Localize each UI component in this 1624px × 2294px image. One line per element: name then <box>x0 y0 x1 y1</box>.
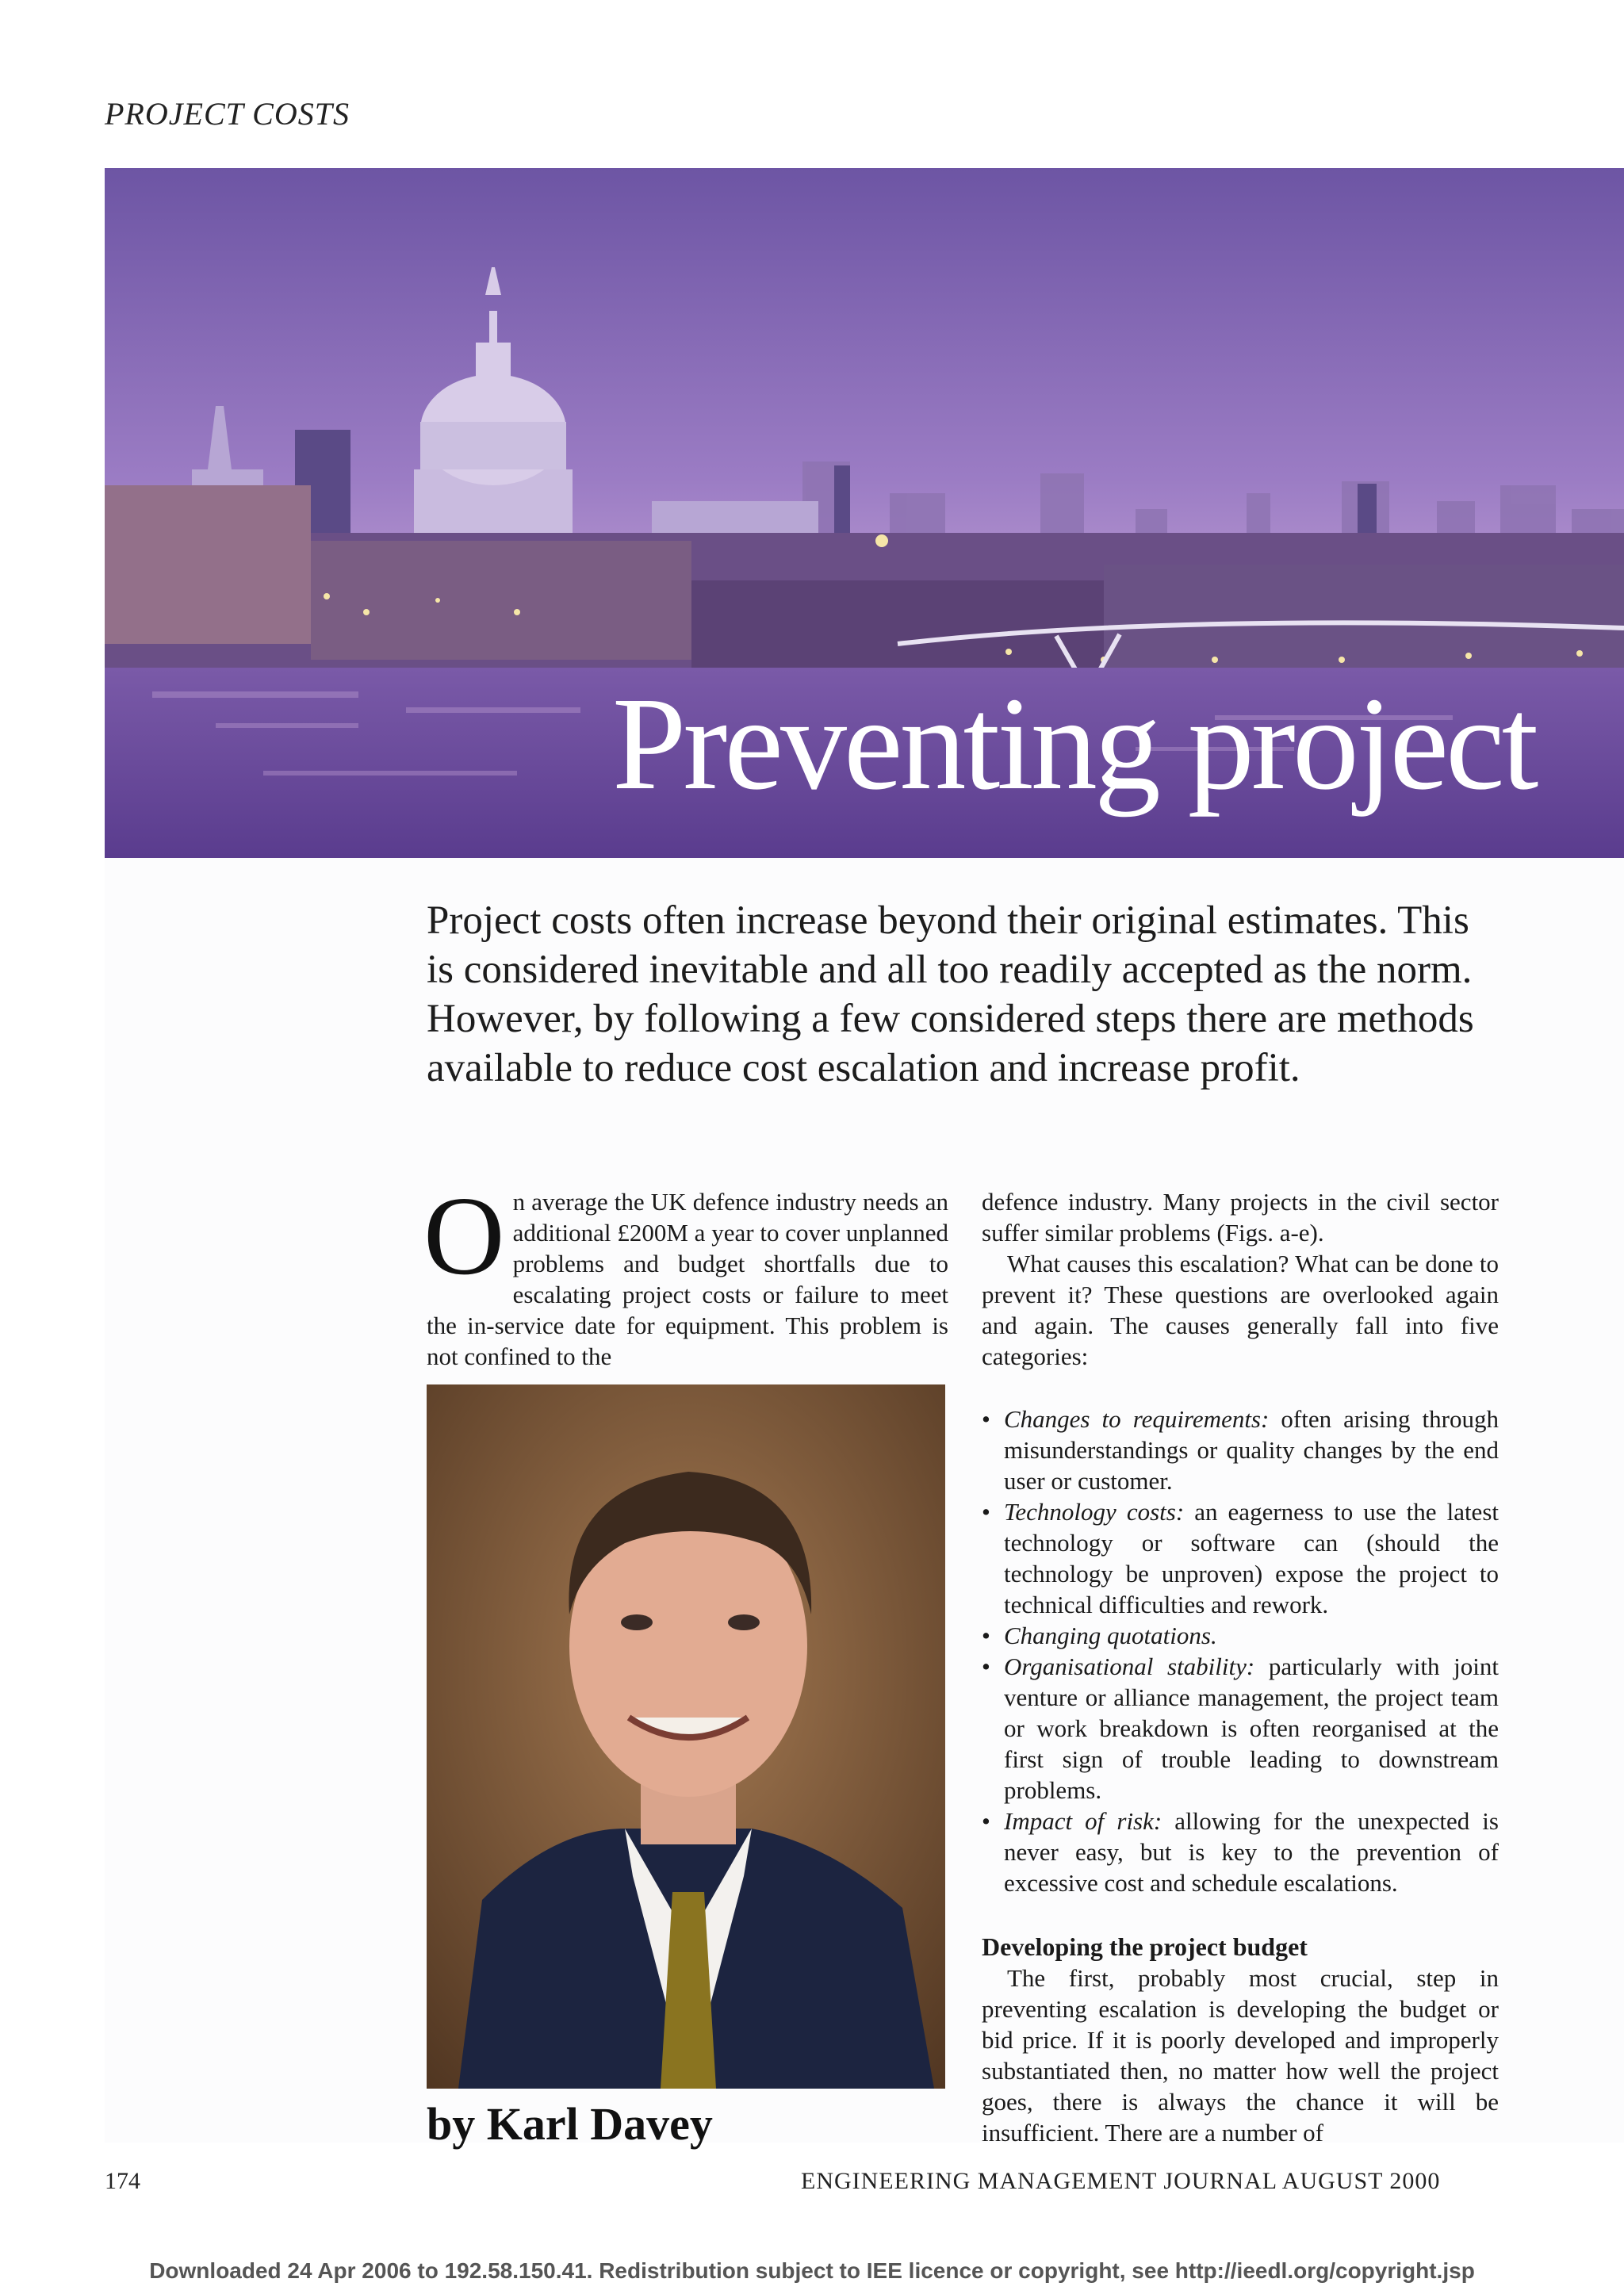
list-item-term: Organisational stability: <box>1004 1653 1255 1680</box>
intro-paragraph <box>423 1173 948 1372</box>
list-item-text: particularly with joint venture or alliance management, the project team or work breakdown is often reorganised at the first sign of trouble leading to downstream problems. <box>1004 1653 1499 1804</box>
bullet-icon: • <box>982 1498 990 1526</box>
paragraph: What causes this escalation? What can be done to prevent it? These questions are overlooked again and again. The causes generally fall into five categories: <box>982 1250 1499 1370</box>
list-item <box>982 1620 1499 1651</box>
author-photo <box>427 1384 945 2089</box>
section-label: PROJECT COSTS <box>105 96 350 132</box>
list-item-text: allowing for the unexpected is never easy, but is key to the prevention of excessive cost and schedule escalations. <box>1004 1807 1499 1897</box>
author-portrait <box>427 1384 945 2089</box>
causes-list <box>982 1404 1499 1898</box>
standfirst: Project costs often increase beyond their original estimates. This is considered inevitable and all too readily accepted as the norm. However, by following a few considered steps there are methods available to reduce cost escalation and increase profit. <box>427 898 1474 1090</box>
list-item-term: Impact of risk: <box>1004 1807 1162 1835</box>
right-column <box>982 1186 1499 2148</box>
bullet-icon: • <box>982 1405 990 1433</box>
bullet-icon: • <box>982 1653 990 1680</box>
paragraph: defence industry. Many projects in the civil sector suffer similar problems (Figs. a-e). <box>982 1188 1499 1247</box>
bullet-icon: • <box>982 1622 990 1649</box>
subheading: Developing the project budget <box>982 1932 1308 1961</box>
list-item <box>982 1651 1499 1806</box>
list-item <box>982 1496 1499 1620</box>
download-notice: Downloaded 24 Apr 2006 to 192.58.150.41. Redistribution subject to IEE licence or copyright, see http://ieedl.org/copyright.jsp <box>149 2258 1475 2283</box>
list-item-term: Changes to requirements: <box>1004 1405 1270 1433</box>
bullet-icon: • <box>982 1807 990 1835</box>
hero-image <box>105 168 1624 858</box>
paragraph: The first, probably most crucial, step in preventing escalation is developing the budget or bid price. If it is poorly developed and improperly substantiated then, no matter how well the project goes, there is always the chance it will be insufficient. There are a number of <box>982 1964 1499 2147</box>
page-number: 174 <box>105 2168 140 2194</box>
byline: by Karl Davey <box>427 2098 713 2150</box>
journal-name: ENGINEERING MANAGEMENT JOURNAL AUGUST 2000 <box>801 2168 1441 2194</box>
list-item <box>982 1404 1499 1496</box>
article-title: Preventing project <box>612 670 1536 818</box>
list-item-text: an eagerness to use the latest technology or software can (should the technology be unproven) expose the project to technical difficulties and rework. <box>1004 1498 1499 1618</box>
list-item-term: Technology costs: <box>1004 1498 1185 1526</box>
list-item <box>982 1806 1499 1898</box>
intro-text: n average the UK defence industry needs an additional £200M a year to cover unplanned problems and budget shortfalls due to escalating project costs or failure to meet the in-service date for equipment. This problem is not confined to the <box>427 1188 948 1370</box>
list-item-term: Changing quotations. <box>1004 1622 1217 1649</box>
list-item-text: often arising through misunderstandings or quality changes by the end user or customer. <box>1004 1405 1499 1495</box>
dropcap: O <box>423 1173 505 1298</box>
left-column <box>423 1173 948 1372</box>
